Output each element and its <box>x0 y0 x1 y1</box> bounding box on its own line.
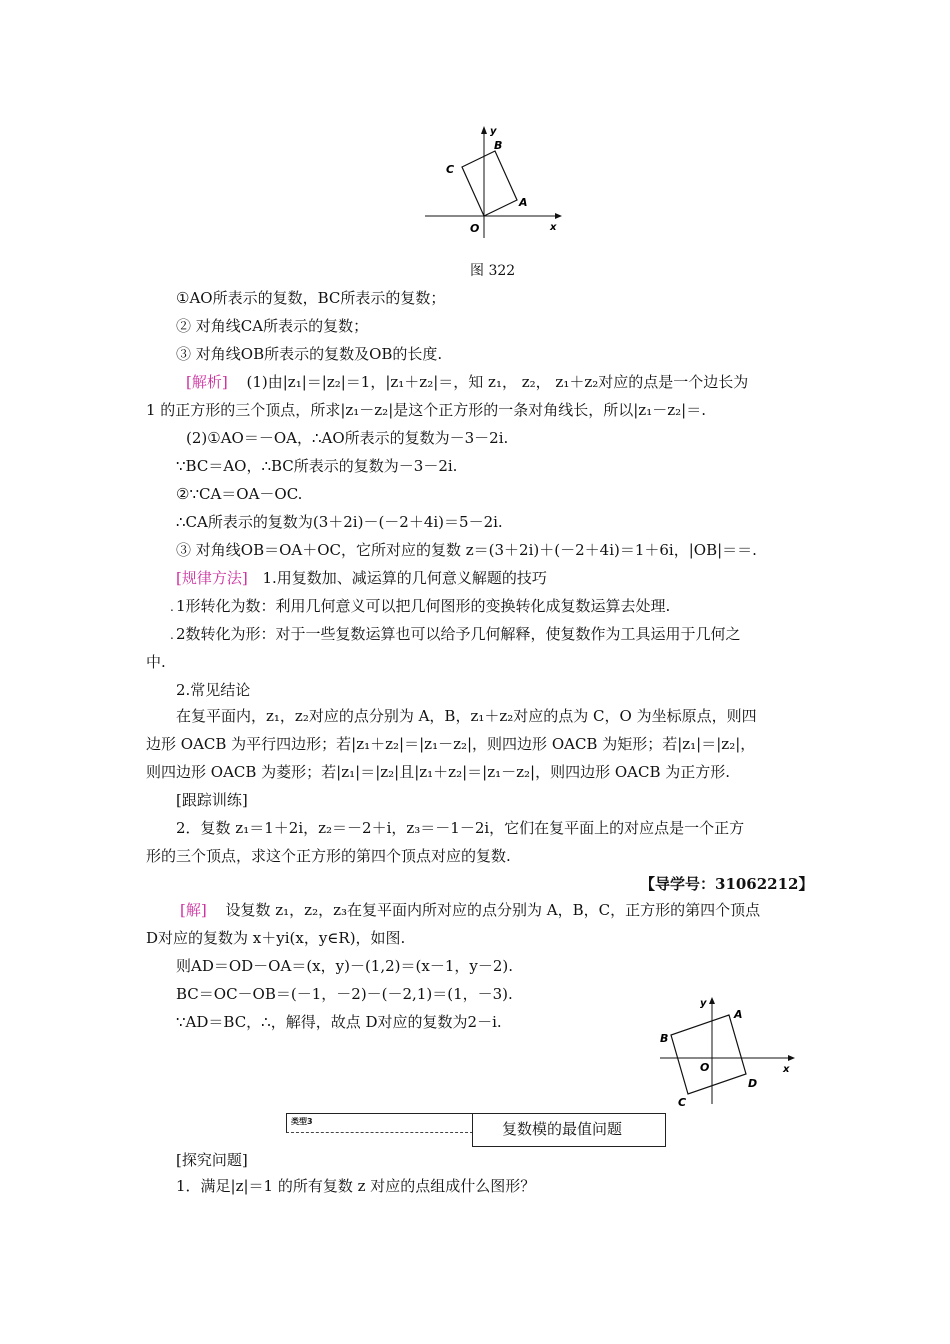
label-o: O <box>700 1061 710 1074</box>
y-axis-arrow <box>481 126 487 134</box>
method-line-1 <box>176 568 547 588</box>
solution-line-1 <box>180 900 760 920</box>
practice-line-1: 2．复数 z₁＝1＋2i，z₂＝－2＋i，z₃＝－1－2i，它们在复平面上的对应点是一个正方 <box>176 819 745 837</box>
analysis-text: (1)由|z₁|＝|z₂|＝1，|z₁＋z₂|＝，知 z₁， z₂， z₁＋z₂对应的点是一个边长为 <box>246 373 749 391</box>
analysis-line-6: ∴CA所表示的复数为(3＋2i)－(－2＋4i)＝5－2i. <box>176 513 503 531</box>
analysis-line-1 <box>186 372 748 392</box>
label-b: B <box>660 1032 669 1045</box>
label-a: A <box>734 1008 743 1021</box>
method-line-8: 则四边形 OACB 为菱形；若|z₁|＝|z₂|且|z₁＋z₂|＝|z₁－z₂|，则四边形 OACB 为正方形. <box>146 763 731 781</box>
label-b: B <box>494 139 503 152</box>
analysis-tag: [解析] <box>186 373 228 391</box>
figure-square-oacb <box>420 120 570 245</box>
question-line-3: ③ 对角线OB所表示的复数及OB的长度. <box>176 345 443 363</box>
label-y: y <box>490 126 497 137</box>
analysis-line-2: 1 的正方形的三个顶点，所求|z₁－z₂|是这个正方形的一条对角线长，所以|z₁－z₂|＝. <box>146 401 706 419</box>
square-shape <box>462 151 517 216</box>
method-tag: [规律方法] <box>176 569 248 587</box>
y-axis-arrow <box>709 997 715 1004</box>
label-c: C <box>678 1096 687 1109</box>
label-o: O <box>470 222 480 235</box>
section-header-title: 复数模的最值问题 <box>502 1120 623 1138</box>
bullet-dot-1: . <box>170 600 174 614</box>
method-line-2: 1形转化为数：利用几何意义可以把几何图形的变换转化成复数运算去处理. <box>176 597 671 615</box>
method-line-4: 中. <box>146 653 166 671</box>
guide-number: 【导学号：31062212】 <box>640 875 814 893</box>
figure1-caption: 图 322 <box>470 263 516 279</box>
method-line-3: 2数转化为形：对于一些复数运算也可以给予几何解释，使复数作为工具运用于几何之 <box>176 625 741 643</box>
solution-line-2: D对应的复数为 x＋yi(x，y∈R)，如图. <box>146 929 406 947</box>
question-line-2: ② 对角线CA所表示的复数； <box>176 317 369 335</box>
analysis-line-4: ∵BC＝AO，∴BC所表示的复数为－3－2i. <box>176 457 458 475</box>
method-text: 1.用复数加、减运算的几何意义解题的技巧 <box>262 569 547 587</box>
method-line-5: 2.常见结论 <box>176 681 251 699</box>
x-axis-arrow <box>788 1055 795 1061</box>
analysis-line-5: ②∵CA＝OA－OC. <box>176 485 303 503</box>
practice-heading: [跟踪训练] <box>176 791 248 809</box>
label-c: C <box>446 163 455 176</box>
explore-heading: [探究问题] <box>176 1151 248 1169</box>
label-x: x <box>783 1064 790 1075</box>
label-a: A <box>519 196 528 209</box>
method-line-7: 边形 OACB 为平行四边形；若|z₁＋z₂|＝|z₁－z₂|，则四边形 OACB 为矩形；若|z₁|＝|z₂|， <box>146 735 756 753</box>
label-d: D <box>748 1077 758 1090</box>
question-line-1: ①AO所表示的复数，BC所表示的复数； <box>176 289 446 307</box>
solution-line-3: 则AD＝OD－OA＝(x，y)－(1,2)＝(x－1，y－2). <box>176 957 514 975</box>
analysis-line-3: (2)①AO＝－OA，∴AO所表示的复数为－3－2i. <box>186 429 509 447</box>
analysis-line-7: ③ 对角线OB＝OA＋OC，它所对应的复数 z＝(3＋2i)＋(－2＋4i)＝1＋6i，|OB|＝＝. <box>176 541 757 559</box>
label-y: y <box>700 998 707 1009</box>
practice-line-2: 形的三个顶点，求这个正方形的第四个顶点对应的复数. <box>146 847 511 865</box>
label-x: x <box>550 222 557 233</box>
solution-line-5: ∵AD＝BC，∴，解得，故点 D对应的复数为2－i. <box>176 1013 502 1031</box>
method-line-6: 在复平面内，z₁，z₂对应的点分别为 A，B，z₁＋z₂对应的点为 C，O 为坐标原点，则四 <box>176 707 757 725</box>
solution-tag: [解] <box>180 901 207 919</box>
figure-square-abcd-drawing <box>650 992 800 1112</box>
explore-question-1: 1．满足|z|＝1 的所有复数 z 对应的点组成什么图形？ <box>176 1177 536 1195</box>
square-shape <box>671 1015 746 1094</box>
section-type-tag: 类型3 <box>291 1117 313 1126</box>
solution-text: 设复数 z₁，z₂，z₃在复平面内所对应的点分别为 A，B，C，正方形的第四个顶点 <box>225 901 761 919</box>
bullet-dot-2: . <box>170 628 174 642</box>
solution-line-4: BC＝OC－OB＝(－1，－2)－(－2,1)＝(1，－3). <box>176 985 513 1003</box>
x-axis-arrow <box>555 213 562 219</box>
section-header-left-box <box>286 1113 473 1133</box>
